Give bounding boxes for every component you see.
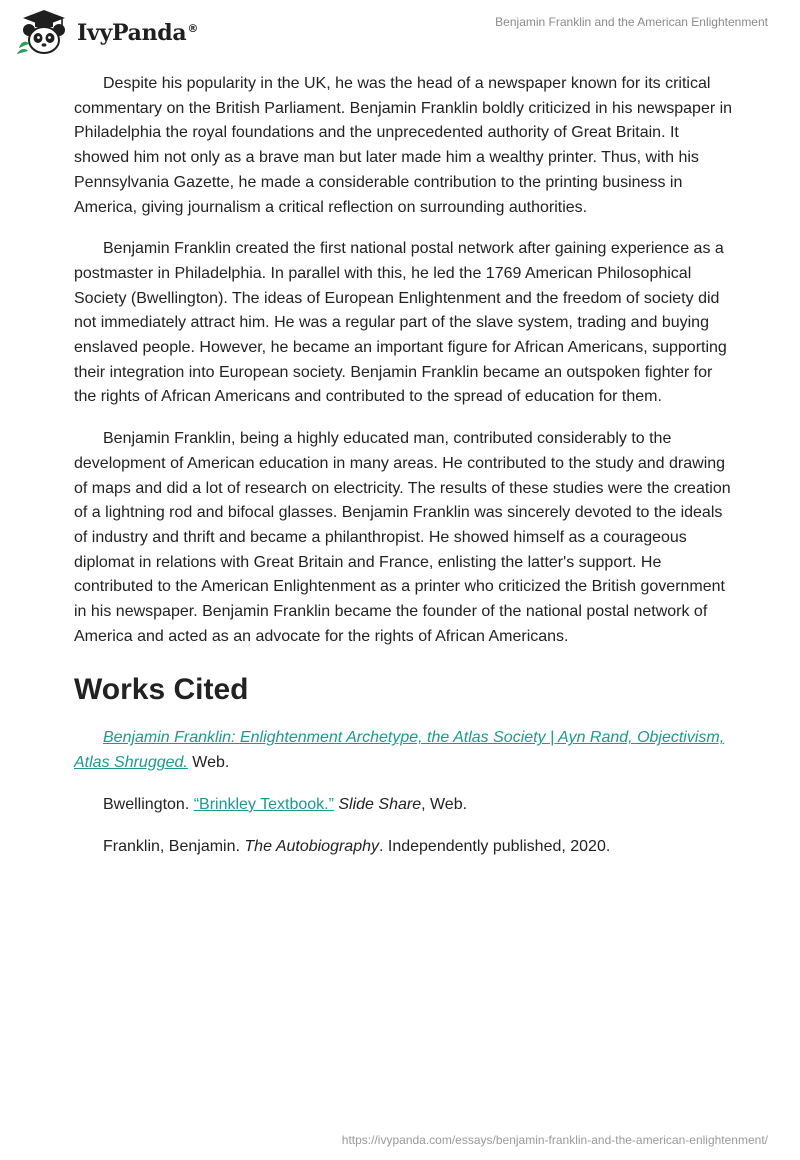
citation-3-prefix: Franklin, Benjamin. [103,837,245,855]
citation-1-link[interactable]: Benjamin Franklin: Enlightenment Archetype, the Atlas Society | Ayn Rand, Objectivism, Atlas Shrugged. [74,729,725,772]
ivypanda-logo[interactable] [13,8,198,58]
footer-source-url[interactable]: https://ivypanda.com/essays/benjamin-franklin-and-the-american-enlightenment/ [341,1133,768,1147]
citation-3-title: The Autobiography [244,837,379,855]
logo-wordmark: IvyPanda® [77,20,199,46]
citation-2-link[interactable]: “Brinkley Textbook.” [193,795,334,813]
citation-2 [74,793,734,818]
citation-3-suffix: . Independently published, 2020. [379,837,611,855]
citation-3 [74,835,734,860]
citation-1-suffix: Web. [187,754,230,772]
paragraph-3: Benjamin Franklin, being a highly educated man, contributed considerably to the development of American education in many areas. He contributed to the study and drawing of maps and did a lot of research on electricity. The results of these studies were the creation of a lightning rod and bifocal glasses. Benjamin Franklin was sincerely devoted to the ideals of industry and thrift and became a philanthropist. He showed himself as a courageous diplomat in relations with Great Britain and France, enlisting the latter's support. He contributed to the American Enlightenment as a printer who criticized the British government in his newspaper. Benjamin Franklin became the founder of the national postal network of America and acted as an advocate for the rights of African Americans. [74,430,731,645]
page-header [0,0,800,64]
paragraph-2: Benjamin Franklin created the first national postal network after gaining experience as a postmaster in Philadelphia. In parallel with this, he led the 1769 American Philosophical Society (Bwellington). The ideas of European Enlightenment and the freedom of society did not immediately attract him. He was a regular part of the slave system, trading and buying enslaved people. However, he became an important figure for African Americans, supporting their integration into European society. Benjamin Franklin became an outspoken fighter for the rights of African Americans and contributed to the spread of education for them. [74,240,727,406]
citation-2-source: Slide Share [338,795,422,813]
paragraph-1: Despite his popularity in the UK, he was the head of a newspaper known for its critical commentary on the British Parliament. Benjamin Franklin boldly criticized in his newspaper in Philadelphia the royal foundations and the unprecedented authority of Great Britain. It showed him not only as a brave man but later made him a wealthy printer. Thus, with his Pennsylvania Gazette, he made a considerable contribution to the printing business in America, giving journalism a critical reflection on surrounding authorities. [74,75,733,216]
essay-body [74,72,734,876]
citation-1 [74,726,734,775]
panda-graduate-icon [13,8,75,58]
citation-2-suffix: , Web. [421,795,468,813]
registered-mark: ® [187,21,199,35]
works-cited-heading: Works Cited [74,673,249,707]
citation-2-prefix: Bwellington. [103,795,194,813]
document-title: Benjamin Franklin and the American Enlightenment [495,15,768,29]
